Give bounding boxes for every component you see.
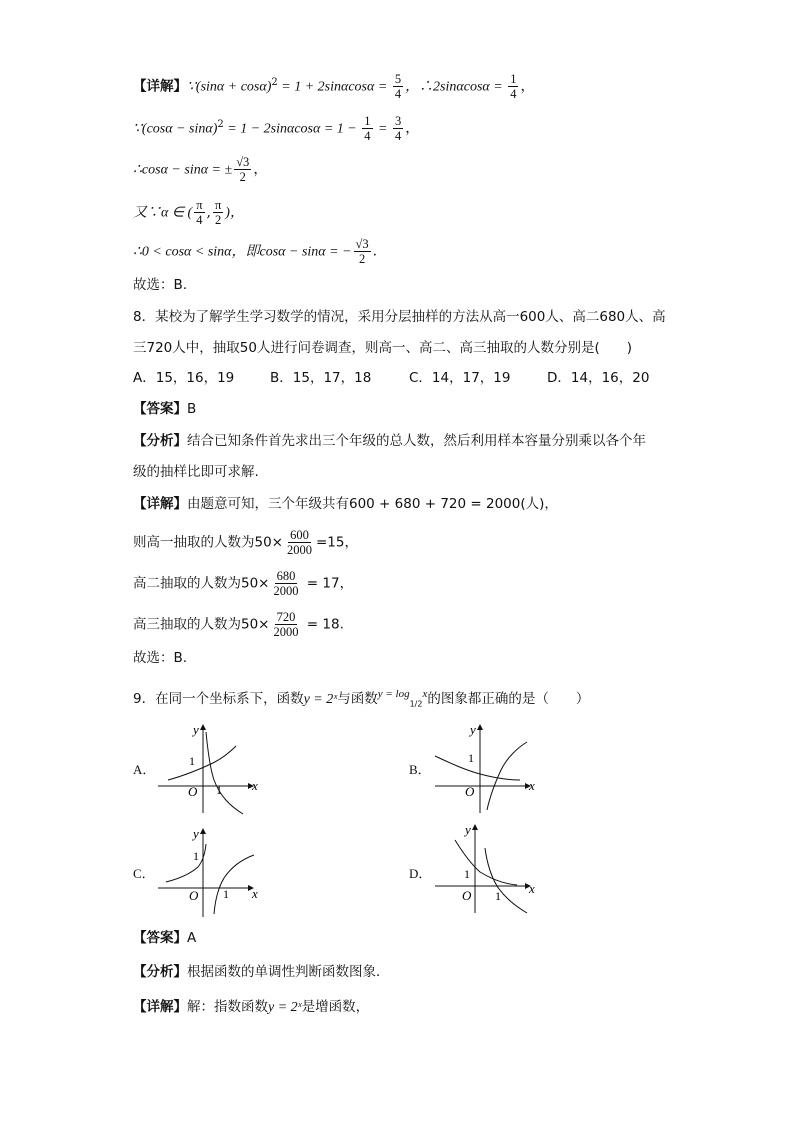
q9-option-d-label: D． <box>409 866 432 881</box>
fraction: $\frac{680}{2000}$ <box>273 569 299 598</box>
svg-text:1: 1 <box>223 887 229 901</box>
q8-detail-line-1: 【详解】由题意可知，三个年级共有600 + 680 + 720 = 2000(人)， <box>133 496 558 512</box>
fraction: $\frac{1}{4}$ <box>364 114 371 143</box>
q9-graph-a <box>148 718 268 818</box>
q8-stem-line-2: 三720人中，抽取50人进行问卷调查，则高一、高二、高三抽取的人数分别是( ) <box>133 340 632 356</box>
svg-text:1: 1 <box>193 849 199 863</box>
svg-text:x: x <box>529 881 535 896</box>
fraction: $\frac{\pi}{4}$ <box>196 198 203 227</box>
q9-graph-c <box>148 822 268 922</box>
q8-detail-line-3: 高二抽取的人数为50× $\frac{680}{2000}$ = 17， <box>133 569 354 598</box>
y-axis-label: y <box>193 722 199 737</box>
x-axis-label: x <box>252 778 258 793</box>
q9-graph-b <box>425 718 545 818</box>
fraction: $\frac{√3}{2}$ <box>355 237 369 266</box>
p7-line-4: 又∵α ∈ ( $\frac{\pi}{4}$ , $\frac{\pi}{2}$ )， <box>133 198 244 227</box>
q9-graph-d <box>425 818 545 918</box>
x-one-label: 1 <box>216 783 222 797</box>
q9-option-c-label: C． <box>133 866 155 881</box>
svg-text:1: 1 <box>468 751 474 765</box>
p7-choose: 故选：B. <box>133 277 188 293</box>
fraction: $\frac{\pi}{2}$ <box>214 198 222 227</box>
q9-detail: 【详解】解：指数函数y = 2ˣ是增函数， <box>133 999 370 1015</box>
fraction: $\frac{600}{2000}$ <box>287 528 312 557</box>
q8-option-d: D．14，16，20 <box>547 370 650 386</box>
fraction: $\frac{3}{4}$ <box>394 114 402 143</box>
q8-analysis-line-2: 级的抽样比即可求解. <box>133 464 259 480</box>
q8-choose: 故选：B. <box>133 650 188 666</box>
q8-option-c: C．14，17，19 <box>409 370 511 386</box>
svg-text:y: y <box>465 822 471 837</box>
q9-option-b-label: B． <box>409 762 431 777</box>
y-one-label: 1 <box>189 754 195 768</box>
q8-stem-line-1: 8．某校为了解学生学习数学的情况，采用分层抽样的方法从高一600人、高二680人、高 <box>133 309 666 325</box>
q8-detail-line-4: 高三抽取的人数为50× $\frac{720}{2000}$ = 18. <box>133 610 344 639</box>
q9-answer: 【答案】A <box>133 930 197 946</box>
q9-stem: 9．在同一个坐标系下，函数y = 2ˣ与函数$^{y = log}_{1/2}^x$的图象都正确的是（ ） <box>133 688 590 709</box>
q8-detail-line-2: 则高一抽取的人数为50× $\frac{600}{2000}$ =15， <box>133 528 358 557</box>
q8-analysis-line-1: 【分析】结合已知条件首先求出三个年级的总人数，然后利用样本容量分别乘以各个年 <box>133 433 646 449</box>
svg-text:y: y <box>193 826 199 841</box>
fraction: $\frac{5}{4}$ <box>394 72 402 101</box>
fraction: $\frac{1}{4}$ <box>510 72 517 101</box>
p7-line-3: ∴cosα − sinα = ± $\frac{√3}{2}$ ， <box>133 155 268 184</box>
svg-text:O: O <box>462 888 472 903</box>
fraction: $\frac{√3}{2}$ <box>236 155 250 184</box>
fraction: $\frac{720}{2000}$ <box>273 610 299 639</box>
p7-line-5: ∴0 < cosα < sinα，即cosα − sinα = − $\frac{√3}{2}$ . <box>133 237 378 266</box>
q9-analysis: 【分析】根据函数的单调性判断函数图象． <box>133 964 390 980</box>
origin-label: O <box>188 784 198 799</box>
svg-text:x: x <box>529 778 535 793</box>
svg-text:1: 1 <box>495 889 501 903</box>
svg-text:O: O <box>189 888 199 903</box>
svg-text:1: 1 <box>464 867 470 881</box>
svg-text:O: O <box>465 784 475 799</box>
p7-line-1: 【详解】∵(sinα + cosα)$^2$ = 1 + 2sinαcosα = $\frac{5}{4}$ ，∴2sinαcosα = $\frac{1}{4}$ ， <box>133 72 535 101</box>
q8-option-b: B．15，17，18 <box>270 370 372 386</box>
p7-line-2: ∵(cosα − sinα)$^2$ = 1 − 2sinαcosα = 1 − $\frac{1}{4}$ = $\frac{3}{4}$ ， <box>133 114 420 143</box>
q8-options <box>133 368 673 388</box>
q8-option-a: A．15，16，19 <box>133 370 235 386</box>
svg-text:x: x <box>252 886 258 901</box>
q9-option-a-label: A． <box>133 762 156 777</box>
detail-tag: 【详解】 <box>133 78 187 95</box>
svg-text:y: y <box>470 722 476 737</box>
q8-answer: 【答案】B <box>133 401 197 417</box>
